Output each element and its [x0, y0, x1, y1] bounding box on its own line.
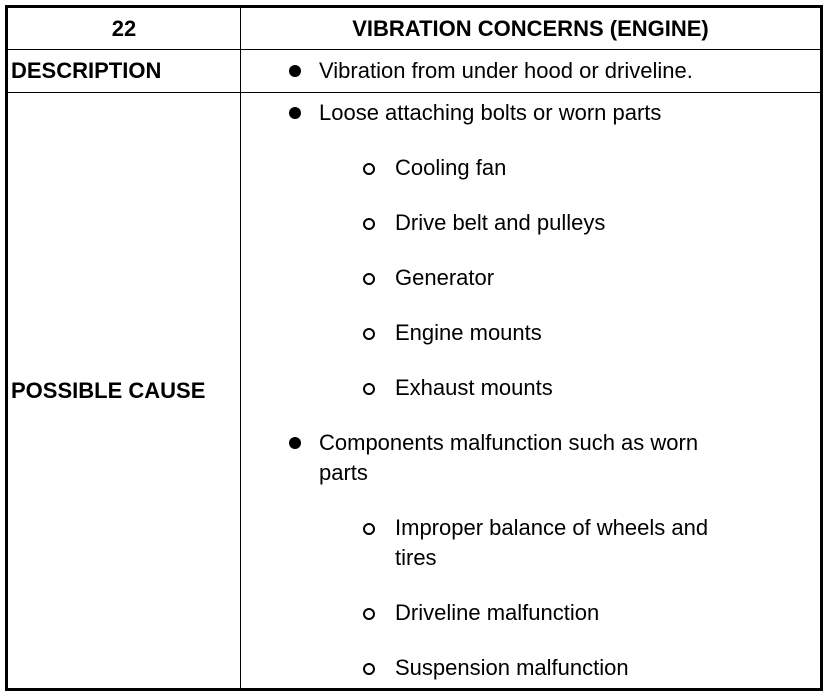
subcause-text: Exhaust mounts	[395, 375, 553, 400]
subcause-text: Drive belt and pulleys	[395, 210, 606, 235]
table-title: VIBRATION CONCERNS (ENGINE)	[352, 15, 709, 41]
subcause-text: Engine mounts	[395, 320, 542, 345]
possible-cause-label: POSSIBLE CAUSE	[11, 377, 206, 403]
open-bullet-icon	[363, 608, 375, 620]
filled-bullet-icon	[289, 437, 301, 449]
table-number: 22	[111, 15, 137, 41]
column-divider	[240, 8, 241, 688]
cause-text: Components malfunction such as worn	[319, 430, 699, 455]
subcause-text: Generator	[395, 265, 495, 290]
open-bullet-icon	[363, 273, 375, 285]
cause-text-continued: parts	[319, 460, 368, 485]
open-bullet-icon	[363, 663, 375, 675]
subcause-text: Cooling fan	[395, 155, 507, 180]
subcause-text: Driveline malfunction	[395, 600, 600, 625]
filled-bullet-icon	[289, 107, 301, 119]
description-label: DESCRIPTION	[11, 58, 162, 83]
open-bullet-icon	[363, 163, 375, 175]
subcause-text-continued: tires	[395, 545, 437, 570]
subcause-text: Improper balance of wheels and	[395, 515, 709, 540]
description-text: Vibration from under hood or driveline.	[319, 58, 693, 83]
cause-text: Loose attaching bolts or worn parts	[319, 100, 662, 125]
open-bullet-icon	[363, 383, 375, 395]
open-bullet-icon	[363, 218, 375, 230]
subcause-text: Suspension malfunction	[395, 655, 629, 680]
filled-bullet-icon	[289, 65, 301, 77]
open-bullet-icon	[363, 523, 375, 535]
open-bullet-icon	[363, 328, 375, 340]
diagnostic-table	[5, 5, 823, 691]
